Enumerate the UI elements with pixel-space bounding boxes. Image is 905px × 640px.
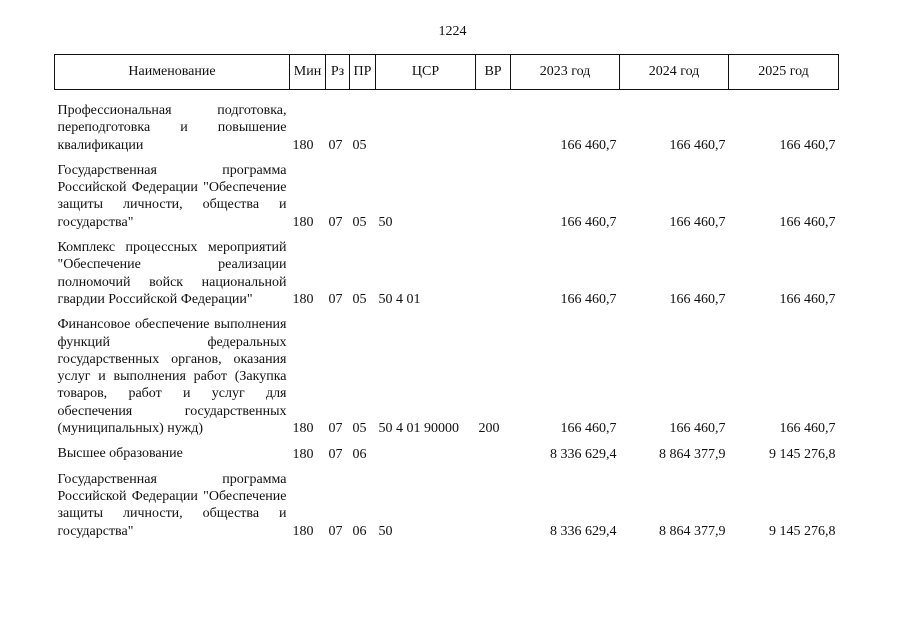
row-2025: 166 460,7 bbox=[779, 421, 836, 437]
page-number: 1224 bbox=[438, 24, 467, 39]
header-csr: ЦСР bbox=[376, 55, 476, 90]
row-2024: 166 460,7 bbox=[669, 292, 726, 308]
row-2023: 8 336 629,4 bbox=[550, 523, 617, 539]
row-csr: 50 bbox=[378, 523, 393, 539]
row-2024: 166 460,7 bbox=[669, 421, 726, 437]
row-2025: 166 460,7 bbox=[779, 215, 836, 231]
row-2023: 8 336 629,4 bbox=[550, 446, 617, 462]
table-row bbox=[55, 154, 839, 231]
row-vr bbox=[476, 437, 511, 462]
row-min: 180 bbox=[292, 292, 314, 308]
row-csr: 50 4 01 bbox=[378, 292, 421, 308]
row-csr bbox=[376, 437, 476, 462]
row-name: Государственная программа Российской Федерации "Обеспечение защиты личности, общества и государства" bbox=[57, 162, 287, 230]
row-2023: 166 460,7 bbox=[560, 137, 617, 153]
row-2024: 166 460,7 bbox=[669, 137, 726, 153]
row-pr: 06 bbox=[352, 523, 367, 539]
table-row bbox=[55, 308, 839, 437]
row-rz: 07 bbox=[328, 215, 343, 231]
header-rz: Рз bbox=[326, 55, 350, 90]
header-row bbox=[55, 55, 839, 90]
row-rz: 07 bbox=[328, 421, 343, 437]
row-2023: 166 460,7 bbox=[560, 215, 617, 231]
row-min: 180 bbox=[292, 215, 314, 231]
header-2023: 2023 год bbox=[511, 55, 620, 90]
row-2024: 8 864 377,9 bbox=[659, 523, 726, 539]
row-pr: 06 bbox=[352, 446, 367, 462]
row-pr: 05 bbox=[352, 292, 367, 308]
row-rz: 07 bbox=[328, 292, 343, 308]
header-2025: 2025 год bbox=[729, 55, 839, 90]
row-name: Комплекс процессных мероприятий "Обеспечение реализации полномочий войск национальной гвардии Российской Федерации" bbox=[57, 240, 287, 307]
row-name: Профессиональная подготовка, переподготовка и повышение квалификации bbox=[57, 103, 287, 153]
row-vr bbox=[476, 90, 511, 154]
row-min: 180 bbox=[292, 137, 314, 153]
header-2024: 2024 год bbox=[620, 55, 729, 90]
row-name: Государственная программа Российской Федерации "Обеспечение защиты личности, общества и государства" bbox=[57, 471, 287, 539]
table-row bbox=[55, 231, 839, 308]
header-min: Мин bbox=[290, 55, 326, 90]
row-csr bbox=[376, 90, 476, 154]
table-row bbox=[55, 463, 839, 540]
row-2025: 166 460,7 bbox=[779, 292, 836, 308]
row-2025: 9 145 276,8 bbox=[769, 446, 836, 462]
row-2023: 166 460,7 bbox=[560, 421, 617, 437]
header-pr: ПР bbox=[350, 55, 376, 90]
row-vr bbox=[476, 154, 511, 231]
row-min: 180 bbox=[292, 523, 314, 539]
table-row bbox=[55, 90, 839, 154]
row-2024: 166 460,7 bbox=[669, 215, 726, 231]
table-row bbox=[55, 437, 839, 462]
row-2025: 9 145 276,8 bbox=[769, 523, 836, 539]
row-vr bbox=[476, 463, 511, 540]
header-name: Наименование bbox=[55, 55, 290, 90]
row-2024: 8 864 377,9 bbox=[659, 446, 726, 462]
row-vr bbox=[476, 231, 511, 308]
row-name: Высшее образование bbox=[57, 446, 183, 462]
row-rz: 07 bbox=[328, 137, 343, 153]
row-pr: 05 bbox=[352, 421, 367, 437]
row-vr: 200 bbox=[478, 421, 500, 437]
row-2023: 166 460,7 bbox=[560, 292, 617, 308]
row-2025: 166 460,7 bbox=[779, 137, 836, 153]
budget-table bbox=[54, 54, 839, 540]
row-name: Финансовое обеспечение выполнения функций федеральных государственных органов, оказания услуг и выполнения работ (Закупка товаров, работ и услуг для обеспечения государственных (муниципальных) нужд) bbox=[57, 317, 287, 437]
row-min: 180 bbox=[292, 446, 314, 462]
row-pr: 05 bbox=[352, 215, 367, 231]
header-vr: ВР bbox=[476, 55, 511, 90]
row-csr: 50 4 01 90000 bbox=[378, 421, 459, 437]
row-rz: 07 bbox=[328, 523, 343, 539]
row-min: 180 bbox=[292, 421, 314, 437]
row-csr: 50 bbox=[378, 215, 393, 231]
row-rz: 07 bbox=[328, 446, 343, 462]
row-pr: 05 bbox=[352, 137, 367, 153]
